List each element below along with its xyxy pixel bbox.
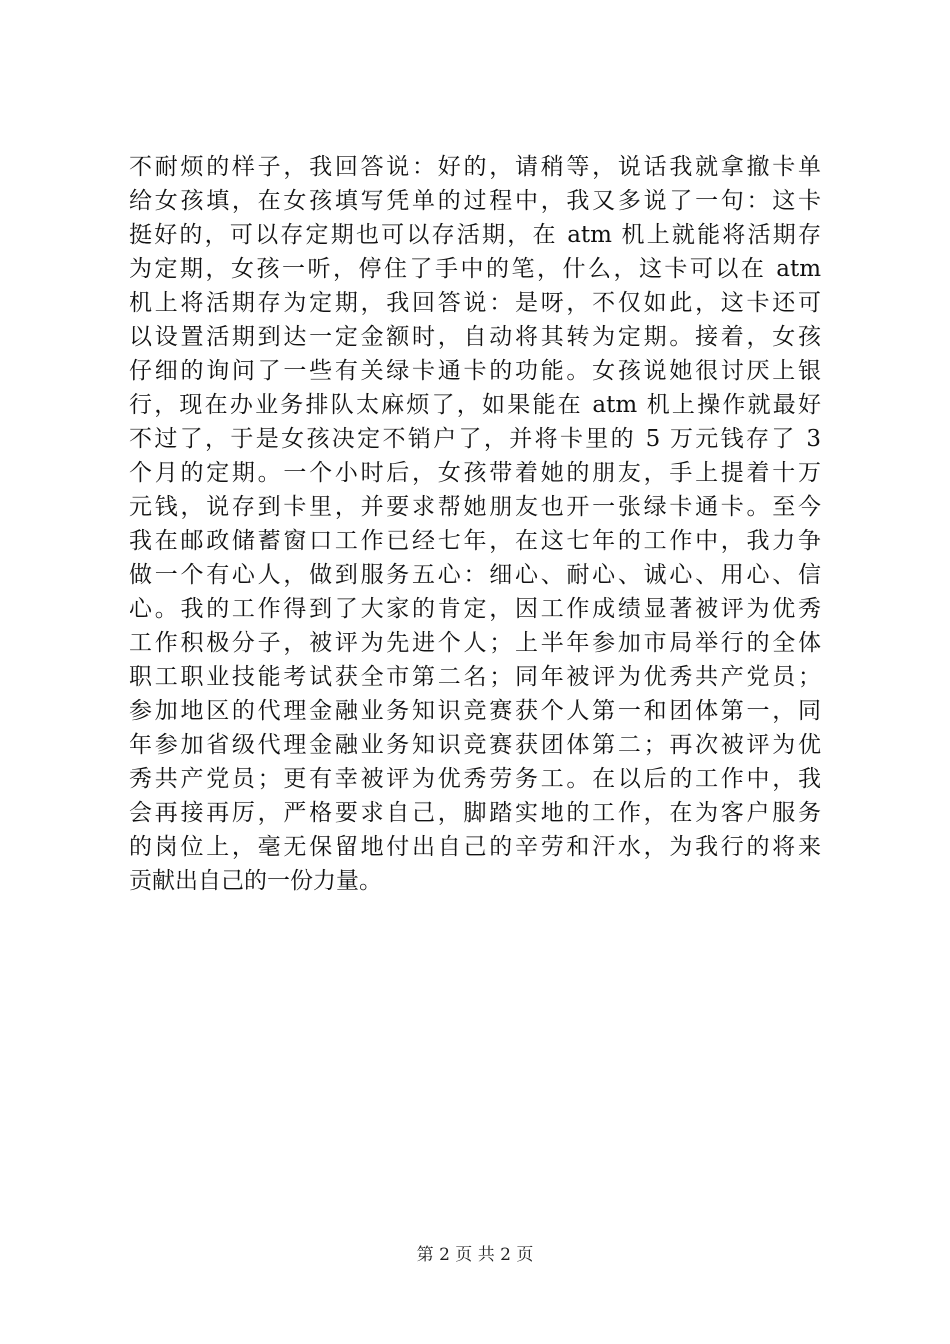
text-line: 贡献出自己的一份力量。 xyxy=(129,868,382,894)
text-line: 机上将活期存为定期，我回答说：是呀，不仅如此，这卡还可 xyxy=(129,290,821,316)
text-line: 不过了，于是女孩决定不销户了，并将卡里的 5 万元钱存了 3 xyxy=(129,426,821,452)
text-line: 工作积极分子，被评为先进个人；上半年参加市局举行的全体 xyxy=(129,630,821,656)
text-line: 挺好的，可以存定期也可以存活期，在 atm 机上就能将活期存 xyxy=(129,222,821,248)
text-line: 个月的定期。一个小时后，女孩带着她的朋友，手上提着十万 xyxy=(129,460,821,486)
text-line: 年参加省级代理金融业务知识竞赛获团体第二；再次被评为优 xyxy=(129,732,821,758)
text-line: 的岗位上，毫无保留地付出自己的辛劳和汗水，为我行的将来 xyxy=(129,834,821,860)
page-number-footer: 第 2 页 共 2 页 xyxy=(416,1245,534,1265)
text-line: 参加地区的代理金融业务知识竞赛获个人第一和团体第一，同 xyxy=(129,698,821,724)
text-line: 职工职业技能考试获全市第二名；同年被评为优秀共产党员； xyxy=(129,664,821,690)
text-line: 心。我的工作得到了大家的肯定，因工作成绩显著被评为优秀 xyxy=(129,596,821,622)
body-paragraph xyxy=(129,150,821,898)
text-line: 做一个有心人，做到服务五心：细心、耐心、诚心、用心、信 xyxy=(129,562,821,588)
text-line: 不耐烦的样子，我回答说：好的，请稍等，说话我就拿撤卡单 xyxy=(129,154,821,180)
text-line: 以设置活期到达一定金额时，自动将其转为定期。接着，女孩 xyxy=(129,324,821,350)
text-line: 会再接再厉，严格要求自己，脚踏实地的工作，在为客户服务 xyxy=(129,800,821,826)
text-line: 行，现在办业务排队太麻烦了，如果能在 atm 机上操作就最好 xyxy=(129,392,821,418)
text-line: 给女孩填，在女孩填写凭单的过程中，我又多说了一句：这卡 xyxy=(129,188,821,214)
text-line: 我在邮政储蓄窗口工作已经七年，在这七年的工作中，我力争 xyxy=(129,528,821,554)
text-line: 仔细的询问了一些有关绿卡通卡的功能。女孩说她很讨厌上银 xyxy=(129,358,821,384)
text-line: 秀共产党员；更有幸被评为优秀劳务工。在以后的工作中，我 xyxy=(129,766,821,792)
text-line: 为定期，女孩一听，停住了手中的笔，什么，这卡可以在 atm xyxy=(129,256,821,282)
text-line: 元钱，说存到卡里，并要求帮她朋友也开一张绿卡通卡。至今 xyxy=(129,494,821,520)
